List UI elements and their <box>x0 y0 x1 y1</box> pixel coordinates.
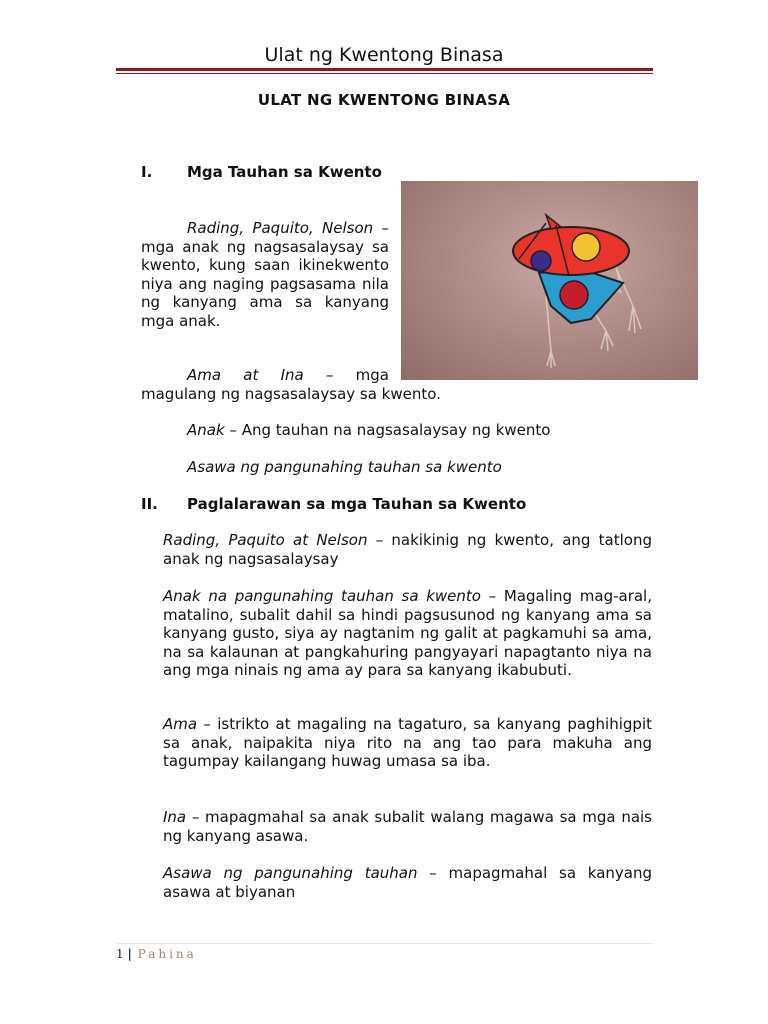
section-2-p5-text: – mapagmahal sa kanyang asawa at biyanan <box>163 864 652 901</box>
section-1-p3-name: Anak <box>187 421 225 439</box>
section-1-paragraph-3 <box>187 421 667 440</box>
section-2-p3-text: – istrikto at magaling na tagaturo, sa kanyang paghihigpit sa anak, naipakita niya rito na ang tao para makuha ang tagumpay kailangang huwag umasa sa iba. <box>163 715 652 770</box>
section-2-paragraph-2 <box>163 587 652 680</box>
page-footer <box>116 947 197 961</box>
section-2-p4-name: Ina <box>163 808 187 826</box>
section-2-p4-text: – mapagmahal sa anak subalit walang magawa sa mga nais ng kanyang asawa. <box>163 808 652 845</box>
page-header-title: Ulat ng Kwentong Binasa <box>264 44 504 66</box>
section-2-paragraph-1 <box>163 531 652 568</box>
section-2-p2-text: – Magaling mag-aral, matalino, subalit dahil sa hindi pagsusunod ng kanyang ama sa kanyang gusto, siya ay nagtanim ng galit at pagkamuhi sa ama, na sa kalaunan at pangkahuring pangyayari napagtanto niya na ang mga ninais ng ama ay para sa kanyang ikabubuti. <box>163 587 652 679</box>
header-rule-thick <box>116 68 653 71</box>
section-2-p2-name: Anak na pangunahing tauhan sa kwento <box>163 587 481 605</box>
section-1-p1-text: – mga anak ng nagsasalaysay sa kwento, kung saan ikinekwento niya ang naging pagsasama nila ng kanyang ama sa kanyang mga anak. <box>141 219 389 330</box>
section-1-p1-names: Rading, Paquito, Nelson <box>187 219 374 237</box>
section-1-p4-text: Asawa ng pangunahing tauhan sa kwento <box>187 458 502 476</box>
kite-illustration <box>401 181 698 380</box>
section-2-p1-text: – nakikinig ng kwento, ang tatlong anak ng nagsasalaysay <box>163 531 652 568</box>
section-2-title: Paglalarawan sa mga Tauhan sa Kwento <box>187 495 527 513</box>
kite-photo <box>401 181 698 380</box>
section-1-paragraph-4 <box>187 458 667 477</box>
section-2-number: II. <box>141 495 158 513</box>
section-1-number: I. <box>141 163 153 181</box>
section-1-p2-names: Ama at Ina <box>187 366 304 384</box>
section-2-paragraph-3 <box>163 715 652 771</box>
document-title: ULAT NG KWENTONG BINASA <box>257 91 511 109</box>
footer-page-label: Pahina <box>137 947 197 961</box>
section-1-paragraph-2-continued: magulang ng nagsasalaysay sa kwento. <box>141 385 441 403</box>
footer-separator: | <box>127 947 132 961</box>
section-2-p3-name: Ama <box>163 715 198 733</box>
footer-page-number: 1 <box>116 947 124 961</box>
header-rule-thin <box>116 73 653 74</box>
section-2-paragraph-5 <box>163 864 652 901</box>
section-1-paragraph-1 <box>141 219 389 330</box>
section-2-p5-name: Asawa ng pangunahing tauhan <box>163 864 418 882</box>
footer-rule <box>116 943 653 944</box>
section-1-p3-text: – Ang tauhan na nagsasalaysay ng kwento <box>224 421 551 439</box>
section-1-paragraph-2 <box>141 366 389 385</box>
section-1-title: Mga Tauhan sa Kwento <box>187 163 382 181</box>
section-2-paragraph-4 <box>163 808 652 845</box>
section-2-p1-names: Rading, Paquito at Nelson <box>163 531 368 549</box>
section-1-p2-text-a: – mga <box>303 366 389 384</box>
